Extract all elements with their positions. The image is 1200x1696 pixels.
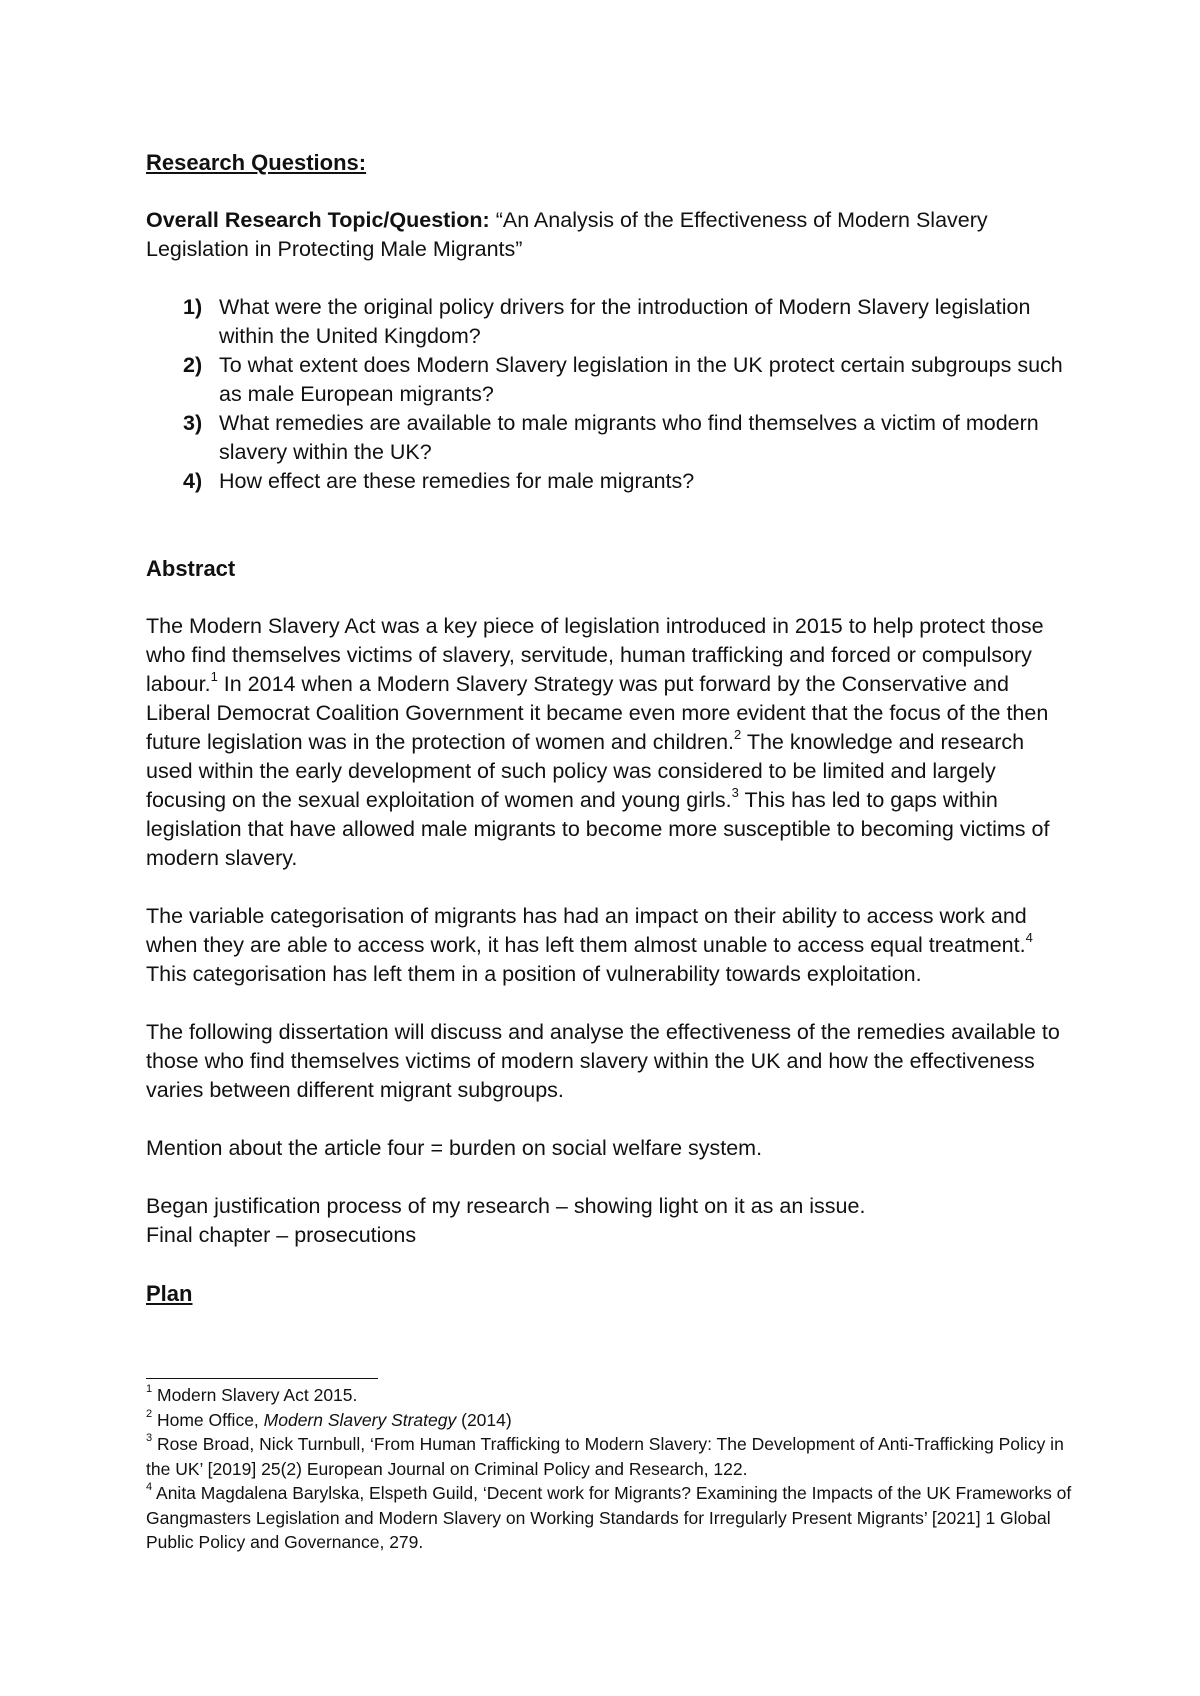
abstract-paragraph-1 xyxy=(146,612,1076,873)
footnote-text: Modern Slavery Act 2015. xyxy=(152,1385,358,1405)
footnote-number: 3 xyxy=(146,1432,153,1445)
note-article-four: Mention about the article four = burden on social welfare system. xyxy=(146,1136,763,1160)
question-text: What were the original policy drivers for the introduction of Modern Slavery legislation within the United Kingdom? xyxy=(219,295,1031,348)
list-item xyxy=(146,467,1076,496)
document-body xyxy=(146,148,1076,1308)
abstract-text: This categorisation has left them in a position of vulnerability towards exploitation. xyxy=(146,962,922,986)
question-text: What remedies are available to male migrants who find themselves a victim of modern slavery within the UK? xyxy=(219,411,1039,464)
footnote-ref-2[interactable]: 2 xyxy=(734,726,742,742)
footnote-number: 2 xyxy=(146,1407,153,1420)
list-item xyxy=(146,351,1076,409)
footnote-ref-4[interactable]: 4 xyxy=(1025,929,1033,945)
question-number: 2) xyxy=(183,353,203,377)
footnote-2 xyxy=(146,1408,1076,1433)
abstract-text: The Modern Slavery Act was a key piece of legislation introduced in 2015 to help protect those who find themselves victims of slavery, servitude, human trafficking and forced or compulsory labour. xyxy=(146,614,1044,696)
abstract-text: This has led to gaps within legislation that have allowed male migrants to become more susceptible to becoming victims of modern slavery. xyxy=(146,788,1050,870)
footnote-text: Anita Magdalena Barylska, Elspeth Guild, ‘Decent work for Migrants? Examining the Impacts of the UK Frameworks of Gangmasters Legislation and Modern Slavery on Working Standards for Irregularly Present Migrants’ [2021] 1 Global Public Policy and Governance, 279. xyxy=(146,1483,1072,1552)
abstract-text: In 2014 when a Modern Slavery Strategy was put forward by the Conservative and Liberal Democrat Coalition Government it became even more evident that the focus of the then future legislation was in the protection of women and children. xyxy=(146,672,1049,754)
footnote-4 xyxy=(146,1481,1076,1555)
abstract-paragraph-3: The following dissertation will discuss and analyse the effectiveness of the remedies available to those who find themselves victims of modern slavery within the UK and how the effectiveness varies between different migrant subgroups. xyxy=(146,1020,1060,1102)
question-number: 4) xyxy=(183,469,203,493)
list-item xyxy=(146,293,1076,351)
abstract-heading: Abstract xyxy=(146,556,236,581)
footnote-ref-1[interactable]: 1 xyxy=(210,668,218,684)
footnote-separator xyxy=(146,1378,378,1379)
footnote-number: 1 xyxy=(146,1383,153,1396)
list-item xyxy=(146,409,1076,467)
footnote-text: Rose Broad, Nick Turnbull, ‘From Human Trafficking to Modern Slavery: The Development of Anti-Trafficking Policy in the UK’ [2019] 25(2) European Journal on Criminal Policy and Research, 122. xyxy=(146,1434,1064,1479)
question-number: 1) xyxy=(183,295,203,319)
footnote-text: (2014) xyxy=(456,1409,512,1430)
overall-label: Overall Research Topic/Question: xyxy=(146,208,490,232)
overall-research-question xyxy=(146,206,1076,264)
question-number: 3) xyxy=(183,411,203,435)
plan-heading: Plan xyxy=(146,1281,193,1306)
abstract-text: The variable categorisation of migrants has had an impact on their ability to access work and when they are able to access work, it has left them almost unable to access equal treatment. xyxy=(146,904,1027,957)
question-text: To what extent does Modern Slavery legislation in the UK protect certain subgroups such as male European migrants? xyxy=(219,353,1063,406)
footnotes xyxy=(146,1378,1076,1555)
research-questions-list xyxy=(146,293,1076,496)
footnote-number: 4 xyxy=(146,1481,153,1494)
footnote-3 xyxy=(146,1432,1076,1481)
abstract-paragraph-2 xyxy=(146,902,1076,989)
footnote-text: Home Office, xyxy=(152,1409,264,1430)
abstract-text: The knowledge and research used within the early development of such policy was considered to be limited and largely focusing on the sexual exploitation of women and young girls. xyxy=(146,730,1025,812)
footnote-1 xyxy=(146,1383,1076,1408)
research-questions-heading: Research Questions: xyxy=(146,150,367,175)
note-final-chapter: Final chapter – prosecutions xyxy=(146,1223,417,1247)
overall-text: “An Analysis of the Effectiveness of Modern Slavery Legislation in Protecting Male Migrants” xyxy=(146,208,988,261)
footnote-italic-title: Modern Slavery Strategy xyxy=(263,1409,457,1430)
footnote-ref-3[interactable]: 3 xyxy=(731,784,739,800)
question-text: How effect are these remedies for male migrants? xyxy=(219,469,695,493)
note-justification: Began justification process of my research – showing light on it as an issue. xyxy=(146,1194,866,1218)
